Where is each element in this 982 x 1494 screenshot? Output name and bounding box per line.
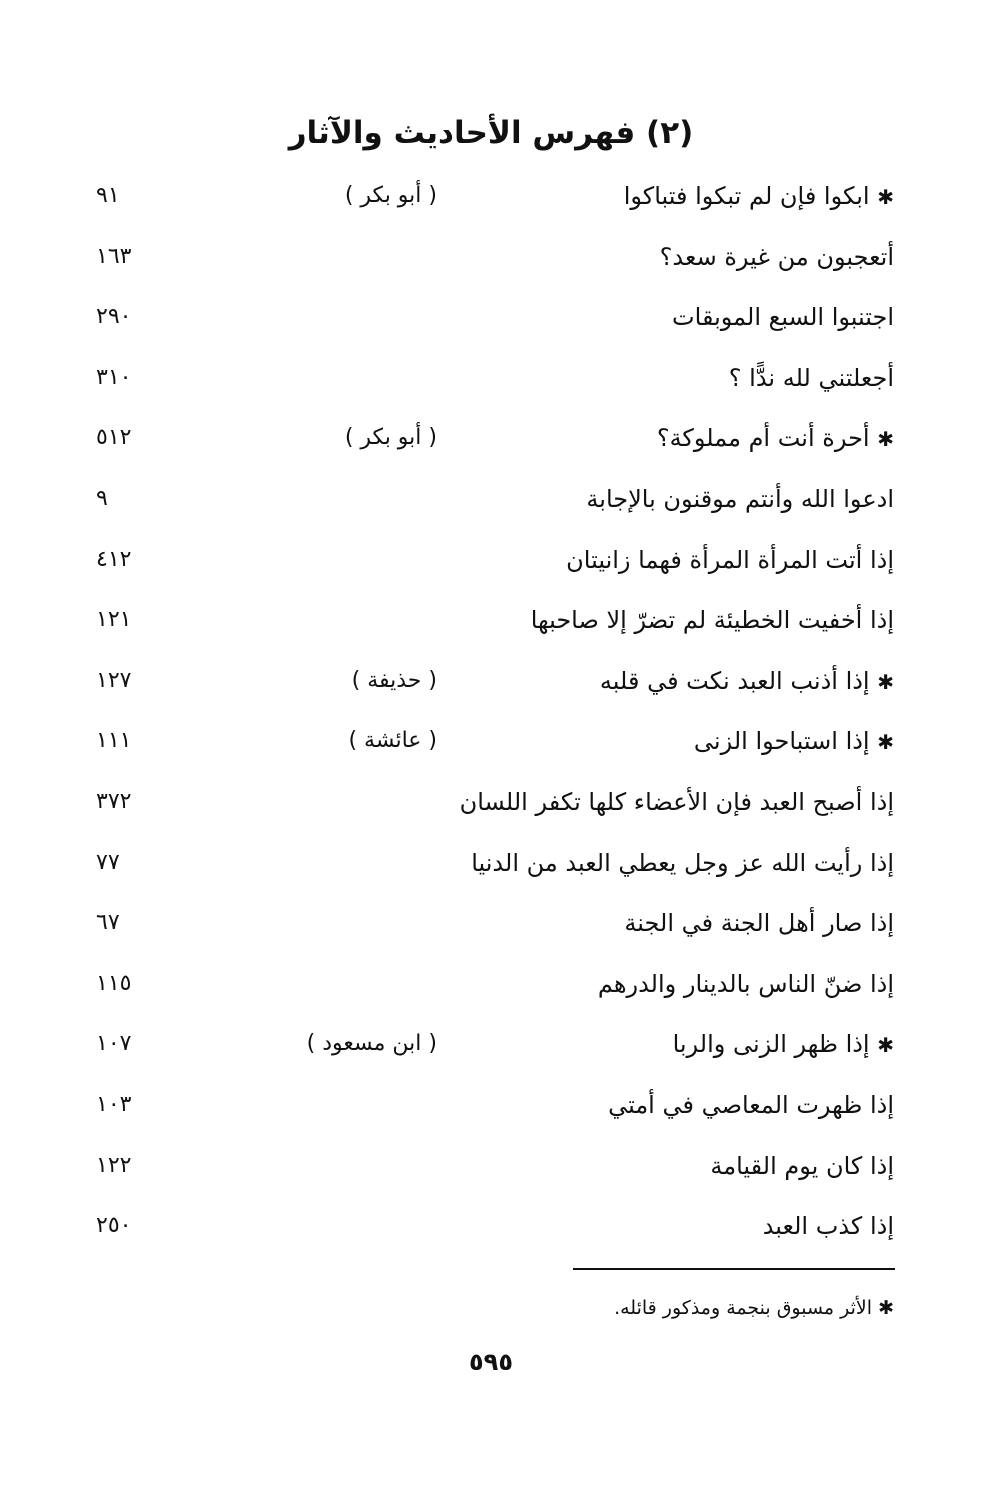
index-entry [0,1136,982,1197]
entry-hadith-text [657,408,894,469]
entry-page-number: ١٠٧ [96,1031,132,1057]
entry-text: إذا ضنّ الناس بالدينار والدرهم [597,969,894,998]
entry-text: إذا ظهر الزنى والربا [672,1030,870,1059]
entry-text: إذا رأيت الله عز وجل يعطي العبد من الدنيا [471,848,894,877]
footnote-divider [573,1268,895,1270]
entry-page-number: ٣٧٢ [96,788,132,814]
entry-hadith-text [624,893,894,954]
entry-page-number: ٩١ [96,183,120,208]
index-entry [0,954,982,1015]
entry-hadith-text [598,954,894,1015]
entry-text: ادعوا الله وأنتم موقنون بالإجابة [586,484,894,513]
index-title: (٢) فهرس الأحاديث والآثار [288,115,694,151]
index-entry [0,408,982,469]
entry-hadith-text [710,1136,894,1197]
entry-narrator: ( حذيفة ) [351,667,437,693]
entry-hadith-text [763,1196,894,1257]
entry-hadith-text [672,287,894,348]
index-entry [0,287,982,348]
asterisk-marker-icon: ✱ [877,185,894,209]
entry-page-number: ١١١ [96,728,132,754]
entry-hadith-text [729,348,894,409]
entry-page-number: ٥١٢ [96,425,132,451]
footnote: ✱ الأثر مسبوق بنجمة ومذكور قائله. [614,1297,894,1319]
entry-hadith-text [624,166,894,227]
entry-page-number: ٩ [96,485,108,511]
entry-text: أجعلتني لله ندًّا ؟ [728,363,894,392]
index-entry [0,590,982,651]
entry-hadith-text [586,469,894,530]
index-entry [0,833,982,894]
entry-narrator: ( ابن مسعود ) [306,1031,437,1057]
entry-hadith-text [694,711,894,772]
index-entry [0,348,982,409]
index-entry [0,651,982,712]
entry-text: إذا كذب العبد [762,1212,894,1241]
entry-text: اجتنبوا السبع الموبقات [672,303,894,332]
index-entry [0,166,982,227]
index-entry [0,772,982,833]
entry-page-number: ٧٧ [96,849,120,875]
entry-page-number: ٦٧ [96,910,120,936]
asterisk-marker-icon: ✱ [877,669,894,694]
entry-text: إذا أخفيت الخطيئة لم تضرّ إلا صاحبها [530,606,894,635]
asterisk-marker-icon: ✱ [877,730,894,755]
entry-narrator: ( أبو بكر ) [344,183,437,208]
entry-hadith-text [660,227,894,288]
index-entry [0,1075,982,1136]
entry-page-number: ١٢٢ [96,1152,132,1178]
entry-text: إذا استباحوا الزنى [693,727,870,756]
asterisk-marker-icon: ✱ [877,427,894,452]
entry-hadith-text [531,590,894,651]
entry-hadith-text [608,1075,894,1136]
entry-page-number: ١٦٣ [96,243,132,269]
entry-hadith-text [471,833,894,894]
entry-hadith-text [460,772,894,833]
index-entry [0,530,982,591]
entry-page-number: ١٠٣ [96,1091,132,1117]
entry-hadith-text [566,530,894,591]
entry-narrator: ( عائشة ) [348,728,437,754]
entry-page-number: ١١٥ [96,970,132,996]
index-entry [0,1196,982,1257]
entry-page-number: ١٢٧ [96,667,132,693]
entry-text: إذا أذنب العبد نكت في قلبه [599,666,870,695]
index-entry [0,227,982,288]
page-number: ٥٩٥ [469,1348,513,1376]
entry-text: إذا ظهرت المعاصي في أمتي [608,1090,894,1119]
index-entry [0,711,982,772]
entry-text: إذا أتت المرأة المرأة فهما زانيتان [566,545,894,574]
entry-hadith-text [600,651,894,712]
entry-page-number: ٤١٢ [96,546,132,572]
entry-page-number: ٣١٠ [96,364,132,390]
entry-text: إذا صار أهل الجنة في الجنة [624,909,894,938]
entry-hadith-text [673,1014,894,1075]
entry-text: أحرة أنت أم مملوكة؟ [656,424,870,453]
index-entry [0,1014,982,1075]
index-entry [0,893,982,954]
index-entry [0,469,982,530]
entry-text: أتعجبون من غيرة سعد؟ [659,242,894,271]
entry-page-number: ٢٩٠ [96,304,132,330]
entry-text: ابكوا فإن لم تبكوا فتباكوا [623,182,870,210]
entry-text: إذا أصبح العبد فإن الأعضاء كلها تكفر اللسان [459,787,894,816]
entry-page-number: ٢٥٠ [96,1213,132,1239]
asterisk-marker-icon: ✱ [877,1033,894,1058]
entry-narrator: ( أبو بكر ) [344,425,437,451]
hadith-index-list [0,166,982,1257]
entry-text: إذا كان يوم القيامة [710,1151,894,1180]
entry-page-number: ١٢١ [96,607,132,633]
